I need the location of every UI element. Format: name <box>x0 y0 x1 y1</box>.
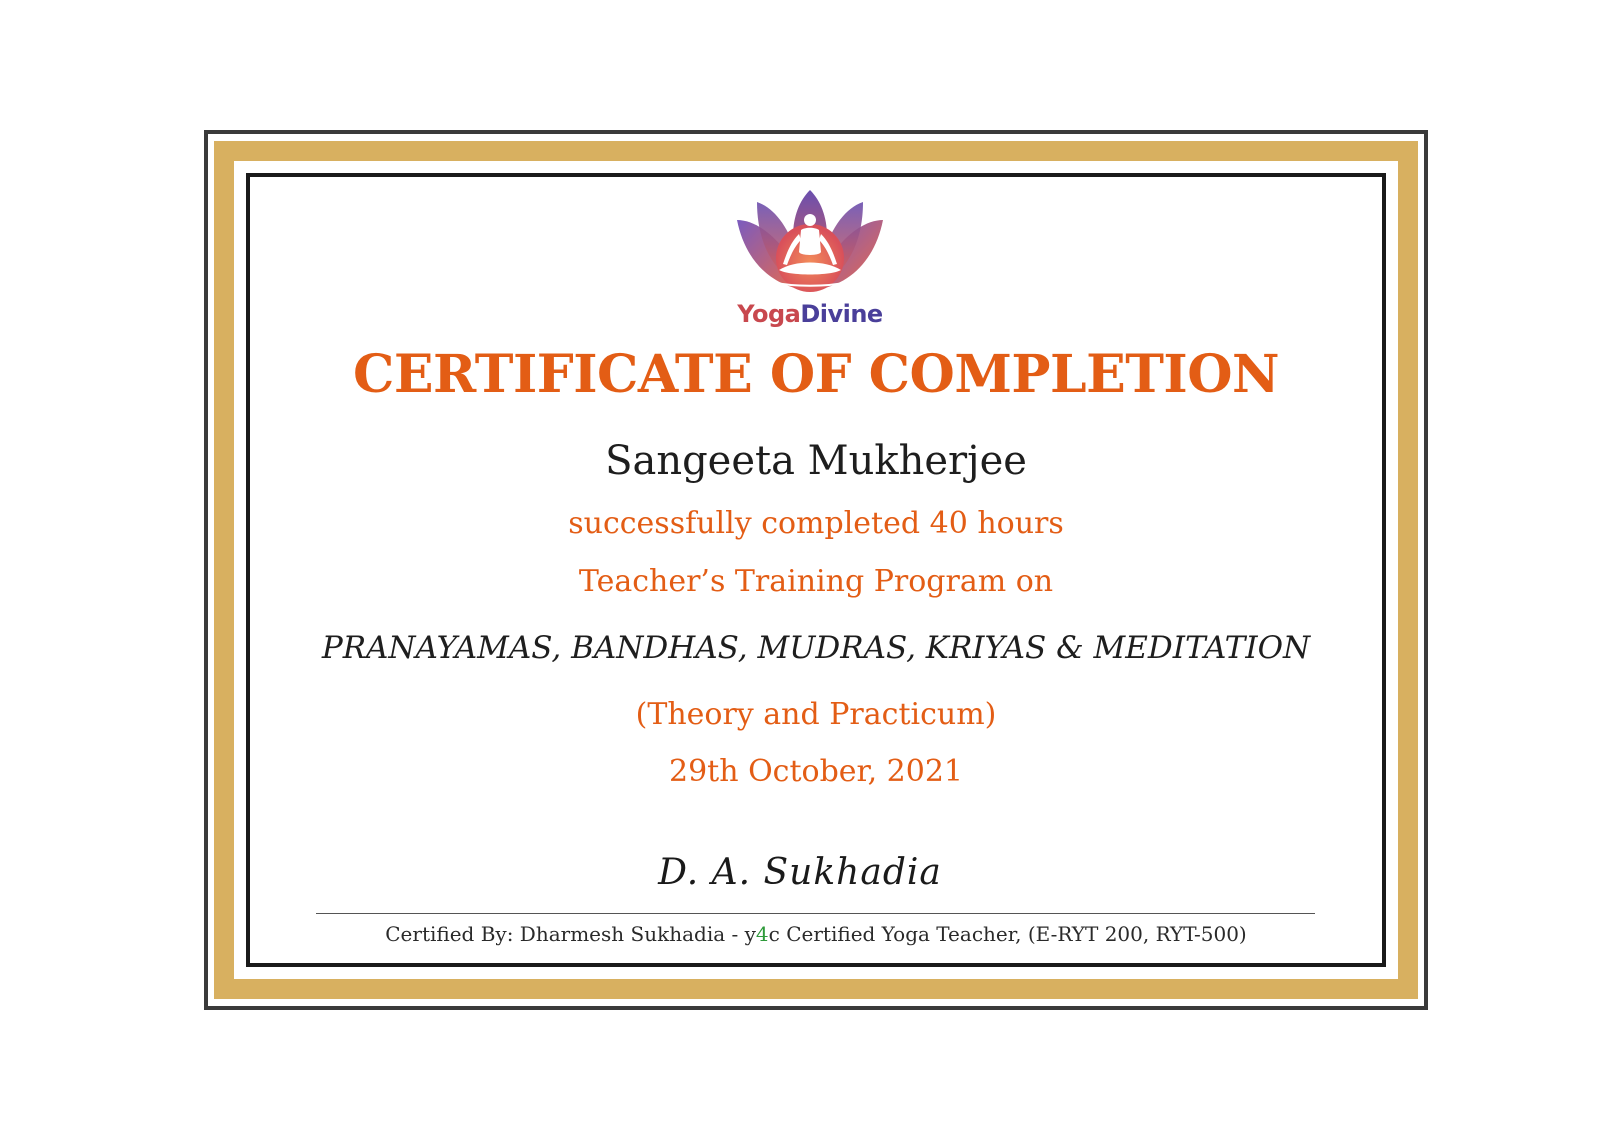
program-name: PRANAYAMAS, BANDHAS, MUDRAS, KRIYAS & MEDITATION <box>321 630 1311 666</box>
brand-name <box>700 300 920 328</box>
certified-by-text: Certified By: Dharmesh Sukhadia - y <box>385 922 756 946</box>
lotus-meditation-logo-icon <box>735 190 885 300</box>
certified-by-highlight: 4 <box>755 922 769 946</box>
handwritten-signature <box>640 842 960 896</box>
program-format: (Theory and Practicum) <box>635 697 997 732</box>
program-intro: Teacher’s Training Program on <box>578 564 1054 599</box>
brand-divine: Divine <box>800 300 883 328</box>
certified-by <box>250 922 1382 946</box>
signature-line <box>316 913 1315 914</box>
svg-text:D. A. Sukhadia: D. A. Sukhadia <box>658 852 942 893</box>
certified-by-rest: c Certified Yoga Teacher, (E-RYT 200, RYT-500) <box>768 922 1247 946</box>
completion-date: 29th October, 2021 <box>668 754 964 789</box>
certificate-title: CERTIFICATE OF COMPLETION <box>352 344 1280 405</box>
recipient-name: Sangeeta Mukherjee <box>605 438 1027 484</box>
completion-statement: successfully completed 40 hours <box>568 506 1064 541</box>
brand-yoga: Yoga <box>737 300 801 328</box>
